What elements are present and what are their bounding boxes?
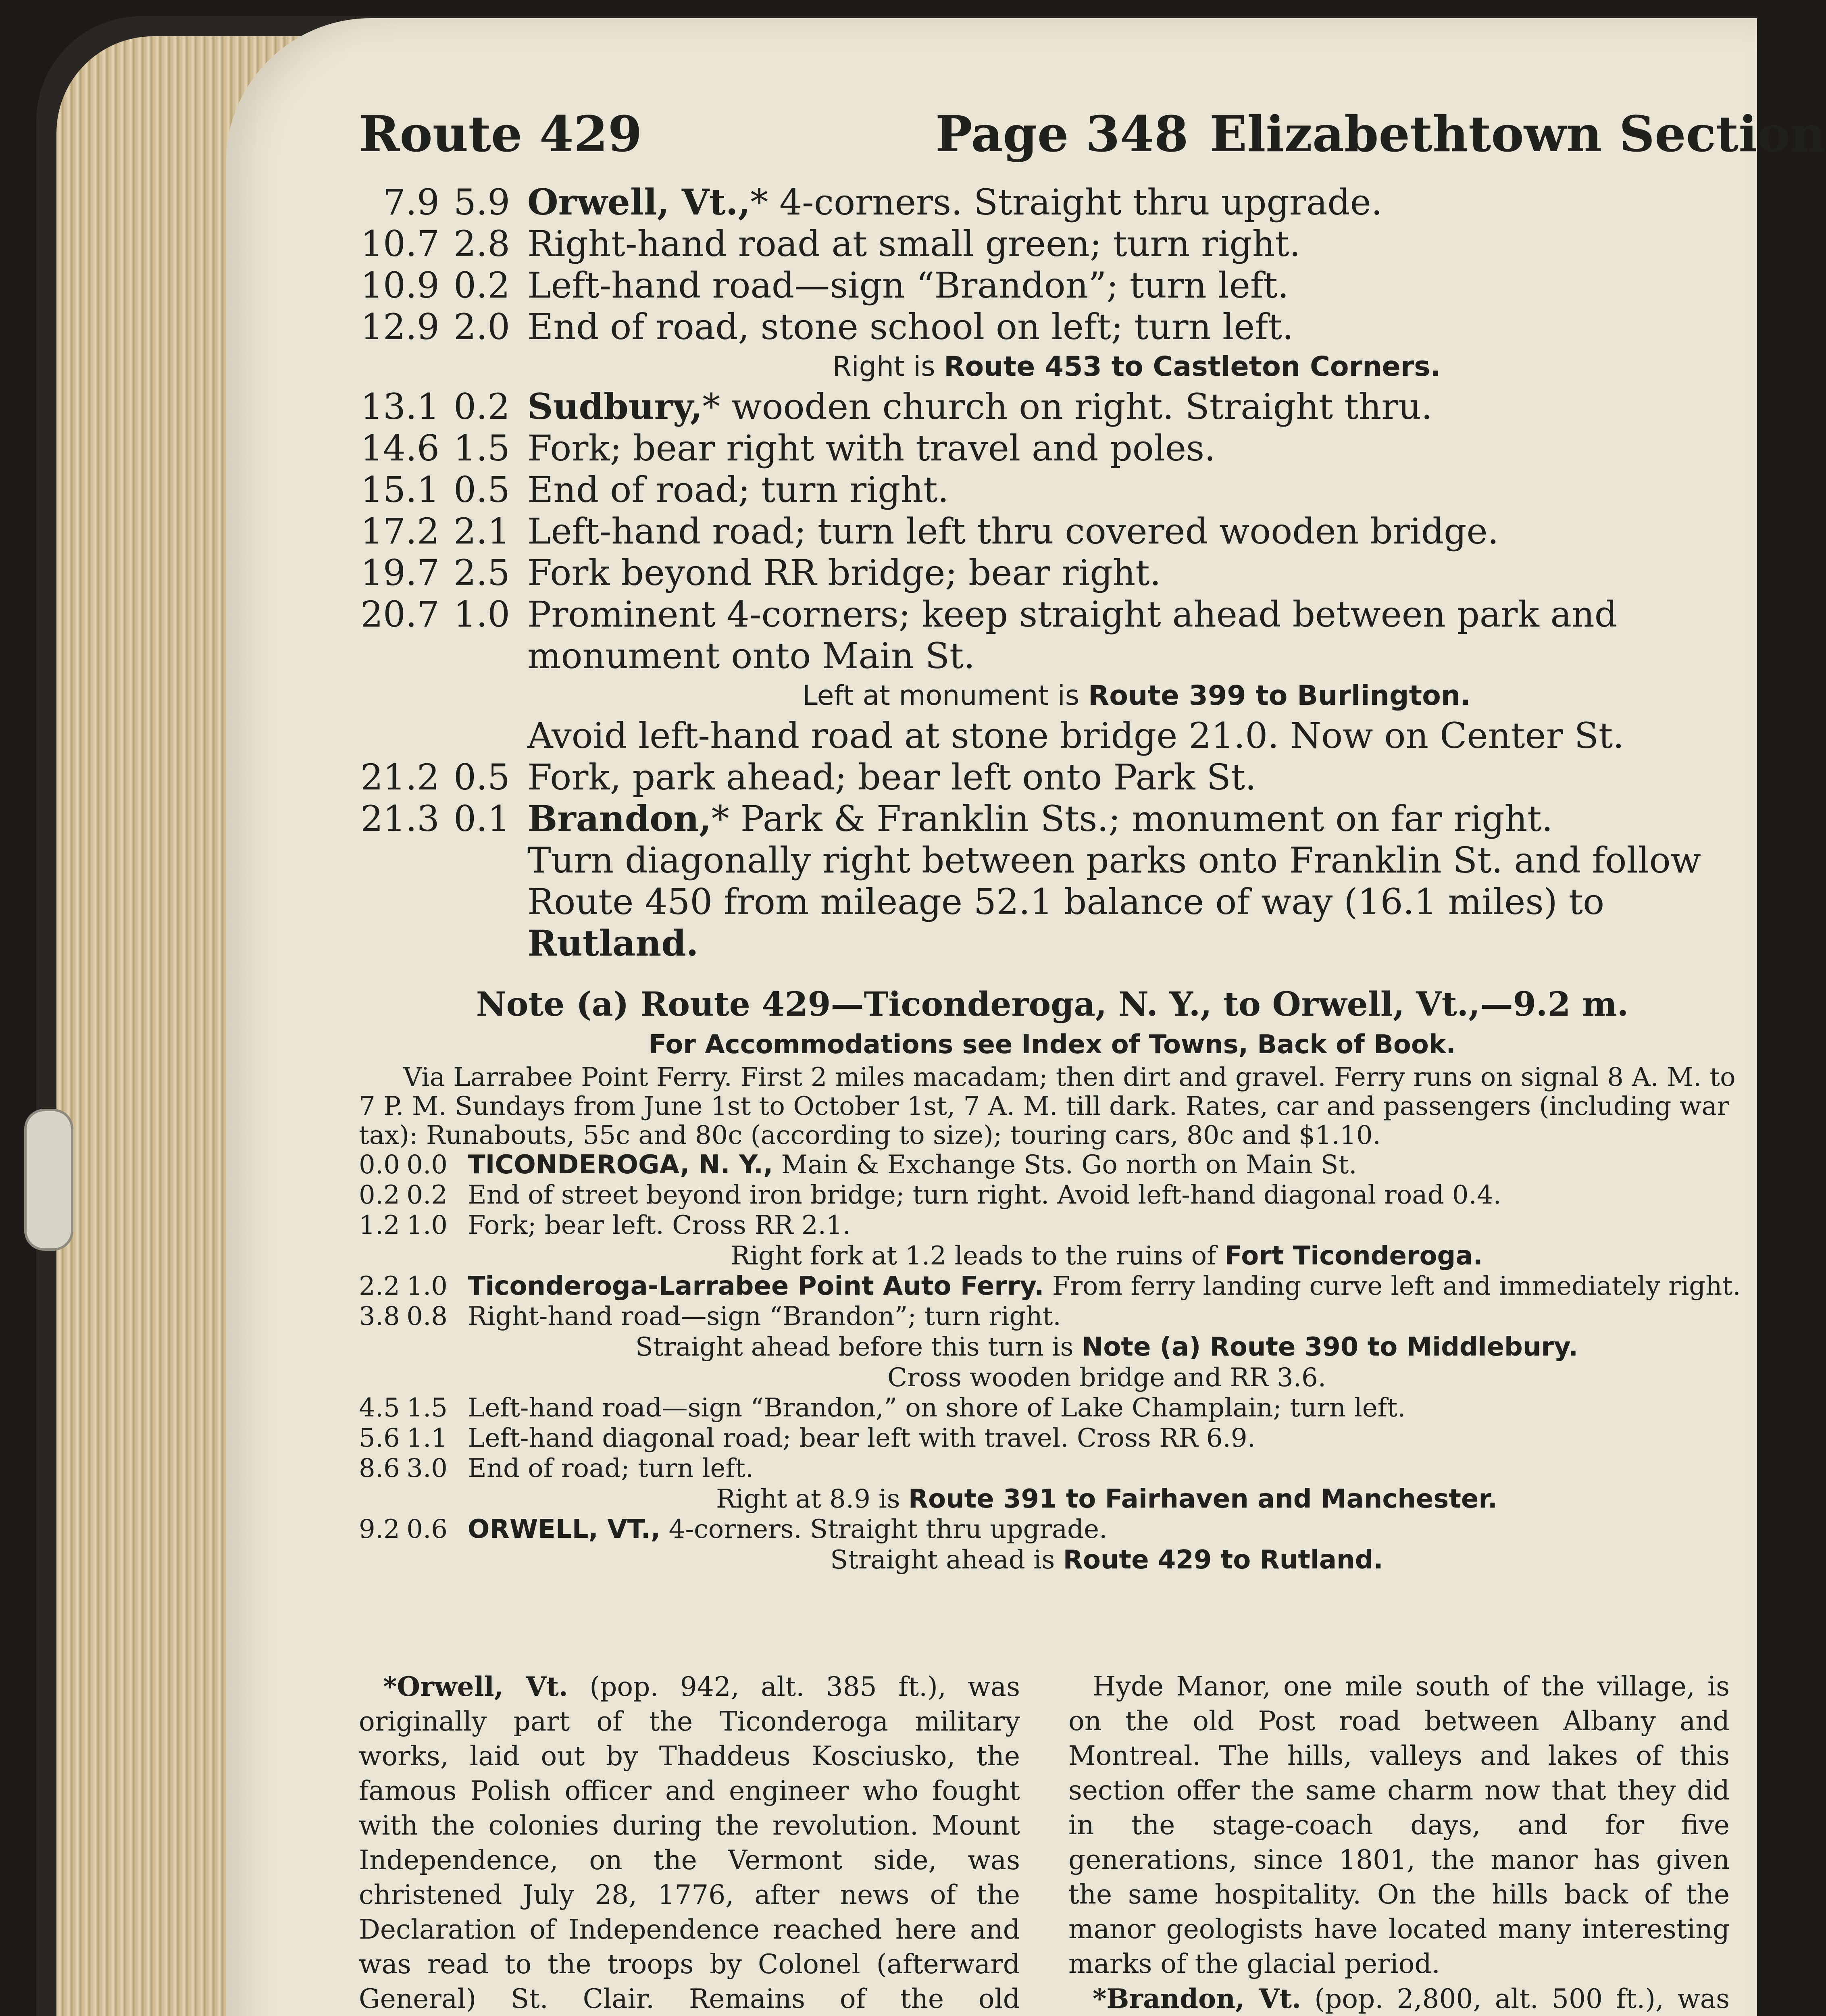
brandon-description — [1068, 1981, 1730, 2016]
entry-description: Fork; bear left. Cross RR 2.1. — [468, 1210, 851, 1240]
entry-description: End of street beyond iron bridge; turn right. Avoid left-hand diagonal road 0.4. — [468, 1180, 1501, 1210]
note-entry — [359, 1454, 1746, 1484]
mileage-interval: 0.0 — [406, 1150, 448, 1180]
note-subline — [468, 1241, 1746, 1271]
note-entry — [359, 1302, 1746, 1332]
route-entry — [359, 427, 1746, 469]
subline-bold: Fort Ticonderoga. — [1224, 1241, 1483, 1271]
place-name: TICONDEROGA, N. Y., — [468, 1150, 773, 1180]
section-title: Elizabethtown Section — [1210, 105, 1826, 163]
route-entry — [359, 223, 1746, 264]
route-entry — [359, 386, 1746, 427]
subline-text: Straight ahead is — [830, 1545, 1063, 1575]
note-intro: Via Larrabee Point Ferry. First 2 miles macadam; then dirt and gravel. Ferry runs on signal 8 A. M. to 7 P. M. Sundays from June 1st to October 1st, 7 A. M. till dark. Rates, car and passengers (including war tax): Runabouts, 55c and 80c (according to size); touring cars, 80c and $1.10. — [359, 1062, 1736, 1150]
route-entry — [359, 181, 1746, 223]
mileage-total: 0.0 — [359, 1150, 400, 1180]
entry-text: End of road, stone school on left; turn left. — [527, 306, 1294, 348]
hyde-manor-description: Hyde Manor, one mile south of the village, is on the old Post road between Albany and Montreal. The hills, valleys and lakes of this section offer the same charm now that they did in the stage-coach days, and for five generations, since 1801, the manor has given the same hospitality. On the hills back of the manor geologists have located many interesting marks of the glacial period. — [1068, 1671, 1730, 1979]
entry-text: Prominent 4-corners; keep straight ahead between park and monument onto Main St. — [527, 594, 1618, 677]
mileage-total: 4.5 — [359, 1393, 400, 1423]
mileage-interval: 0.2 — [454, 386, 510, 427]
route-entries — [359, 181, 1746, 348]
note-subline — [468, 1484, 1746, 1514]
subline-bold: Route 429 to Rutland. — [1063, 1545, 1383, 1575]
entry-description — [468, 1271, 1746, 1302]
mileage-total: 19.7 — [360, 552, 439, 594]
note-entry — [359, 1393, 1746, 1423]
continuation-body: Turn diagonally right between parks onto Franklin St. and follow Route 450 from mileage 52.1 balance of way (16.1 miles) to — [527, 839, 1701, 923]
note-subline — [468, 1332, 1746, 1362]
entry-description — [527, 386, 1746, 427]
mileage-total: 8.6 — [359, 1454, 400, 1483]
cross-route-name: Route 399 to Burlington. — [1088, 680, 1471, 712]
page-content — [359, 105, 1826, 2014]
destination-name: Rutland. — [527, 922, 699, 964]
mileage-total: 20.7 — [360, 594, 439, 635]
entry-description — [527, 756, 1746, 798]
note-entry — [359, 1180, 1746, 1210]
continuation-text: Avoid left-hand road at stone bridge 21.0. Now on Center St. — [527, 715, 1624, 756]
note-entry — [359, 1210, 1746, 1241]
entry-text: * Park & Franklin Sts.; monument on far right. — [711, 798, 1553, 839]
entry-description — [527, 181, 1746, 223]
entry-description — [527, 306, 1746, 348]
mileage-total: 13.1 — [360, 386, 439, 427]
cross-route-text: Left at monument is — [802, 680, 1088, 712]
place-name: Brandon, — [527, 798, 712, 839]
cross-route-note — [527, 677, 1746, 715]
entry-text: Main & Exchange Sts. Go north on Main St. — [773, 1150, 1357, 1180]
mileage-interval: 1.1 — [406, 1423, 448, 1453]
mileage-total: 21.2 — [360, 756, 439, 798]
place-name: Ticonderoga-Larrabee Point Auto Ferry. — [468, 1271, 1044, 1301]
subline-bold: Note (a) Route 390 to Middlebury. — [1081, 1332, 1578, 1362]
route-entry — [359, 264, 1746, 306]
place-name: Orwell, Vt., — [527, 181, 751, 223]
orwell-description — [359, 1669, 1020, 2016]
left-column — [359, 1669, 1020, 2016]
mileage-total: 3.8 — [359, 1302, 400, 1331]
mileage-interval: 1.0 — [406, 1271, 448, 1301]
entry-text: * 4-corners. Straight thru upgrade. — [750, 181, 1383, 223]
note-title: Note (a) Route 429—Ticonderoga, N. Y., to Orwell, Vt.,—9.2 m. — [476, 985, 1629, 1024]
entry-description: Left-hand road—sign “Brandon,” on shore of Lake Champlain; turn left. — [468, 1393, 1406, 1423]
note-entry — [359, 1150, 1746, 1180]
entry-text: End of road; turn right. — [527, 469, 949, 510]
mileage-interval: 0.6 — [406, 1514, 448, 1544]
mileage-interval: 1.0 — [454, 594, 510, 635]
entry-description — [468, 1514, 1746, 1545]
mileage-interval: 1.5 — [406, 1393, 448, 1423]
route-entries — [359, 386, 1746, 677]
entry-text: Fork; bear right with travel and poles. — [527, 427, 1216, 469]
place-name: ORWELL, VT., — [468, 1514, 661, 1544]
entry-description: Left-hand diagonal road; bear left with travel. Cross RR 6.9. — [468, 1423, 1256, 1453]
mileage-total: 1.2 — [359, 1210, 400, 1240]
route-entry — [359, 552, 1746, 594]
mileage-total: 10.9 — [360, 264, 439, 306]
mileage-interval: 0.2 — [406, 1180, 448, 1210]
mileage-interval: 5.9 — [454, 181, 510, 223]
mileage-interval: 0.8 — [406, 1302, 448, 1331]
subline-text: Straight ahead before this turn is — [635, 1332, 1082, 1362]
entry-text: Fork, park ahead; bear left onto Park St. — [527, 756, 1257, 798]
mileage-interval: 0.5 — [454, 469, 510, 510]
cross-route-text: Right is — [832, 351, 944, 383]
mileage-total: 12.9 — [360, 306, 439, 348]
entry-text: 4-corners. Straight thru upgrade. — [660, 1514, 1108, 1544]
entry-description — [527, 469, 1746, 510]
mileage-total: 2.2 — [359, 1271, 400, 1301]
entry-text: From ferry landing curve left and immediately right. — [1044, 1271, 1741, 1301]
entry-text: Fork beyond RR bridge; bear right. — [527, 552, 1161, 594]
mileage-total: 17.2 — [360, 510, 439, 552]
mileage-total: 14.6 — [360, 427, 439, 469]
page-number: Page 348 — [935, 105, 1189, 163]
route-entry — [359, 798, 1746, 839]
mileage-total: 9.2 — [359, 1514, 400, 1544]
mileage-interval: 2.5 — [454, 552, 510, 594]
cross-route-note — [527, 348, 1746, 386]
mileage-total: 7.9 — [383, 181, 439, 223]
entry-description — [468, 1150, 1746, 1180]
entry-description — [527, 510, 1746, 552]
entry-description — [527, 552, 1746, 594]
mileage-interval: 2.1 — [454, 510, 510, 552]
route-entries — [359, 756, 1746, 839]
mileage-total: 0.2 — [359, 1180, 400, 1210]
entry-text: * wooden church on right. Straight thru. — [702, 386, 1432, 427]
note-entry — [359, 1271, 1746, 1302]
route-entry — [359, 756, 1746, 798]
mileage-interval: 1.5 — [454, 427, 510, 469]
binder-clip — [24, 1109, 73, 1251]
entry-description — [527, 594, 1746, 677]
mileage-interval: 0.1 — [454, 798, 510, 839]
mileage-interval: 0.2 — [454, 264, 510, 306]
place-name: *Orwell, Vt. — [383, 1671, 568, 1702]
entry-description: Right-hand road—sign “Brandon”; turn right. — [468, 1302, 1061, 1331]
route-entry — [359, 510, 1746, 552]
entry-description — [527, 427, 1746, 469]
route-entry — [359, 306, 1746, 348]
paragraph-text: (pop. 2,800, alt. 500 ft.), was — [1314, 1983, 1730, 2014]
mileage-total: 21.3 — [360, 798, 439, 839]
paragraph-text: (pop. 942, alt. 385 ft.), was originally part of the Ticonderoga military works, laid out by Thaddeus Kosciusko, the famous Polish officer and engineer who fought with the colonies during the revolution. Mount Independence, on the Vermont side, was christened July 28, 1776, after news of the Declaration of Independence reached here and was read to the troops by Colonel (afterward General) St. Clair. Remains of the old — [359, 1671, 1020, 2014]
cross-route-name: Route 453 to Castleton Corners. — [944, 351, 1441, 383]
subline-text: Right fork at 1.2 leads to the ruins of — [731, 1241, 1225, 1271]
mileage-interval: 2.0 — [454, 306, 510, 348]
entry-description: End of road; turn left. — [468, 1454, 754, 1483]
continuation-text — [527, 839, 1746, 964]
mileage-total: 15.1 — [360, 469, 439, 510]
subline-bold: Route 391 to Fairhaven and Manchester. — [908, 1484, 1498, 1514]
note-subline — [468, 1545, 1746, 1575]
note-entry — [359, 1423, 1746, 1454]
entry-text: Right-hand road at small green; turn right. — [527, 223, 1301, 264]
mileage-interval: 2.8 — [454, 223, 510, 264]
mileage-interval: 1.0 — [406, 1210, 448, 1240]
note-subline: Cross wooden bridge and RR 3.6. — [887, 1363, 1326, 1393]
entry-description — [527, 798, 1746, 839]
subline-text: Right at 8.9 is — [716, 1484, 908, 1514]
entry-text: Left-hand road—sign “Brandon”; turn left. — [527, 264, 1289, 306]
entry-description — [527, 264, 1746, 306]
book-page — [226, 18, 1826, 2016]
route-heading: Route 429 — [359, 105, 642, 163]
note-accommodations: For Accommodations see Index of Towns, Back of Book. — [649, 1030, 1456, 1060]
route-entry — [359, 469, 1746, 510]
entry-text: Left-hand road; turn left thru covered wooden bridge. — [527, 510, 1499, 552]
mileage-total: 10.7 — [360, 223, 439, 264]
mileage-total: 5.6 — [359, 1423, 400, 1453]
route-entry — [359, 594, 1746, 677]
page-header — [359, 105, 1826, 181]
mileage-interval: 3.0 — [406, 1454, 448, 1483]
place-name: *Brandon, Vt. — [1093, 1983, 1301, 2014]
note-entry — [359, 1514, 1746, 1545]
mileage-interval: 0.5 — [454, 756, 510, 798]
entry-description — [527, 223, 1746, 264]
place-name: Sudbury, — [527, 385, 703, 427]
right-column — [1068, 1669, 1730, 2016]
